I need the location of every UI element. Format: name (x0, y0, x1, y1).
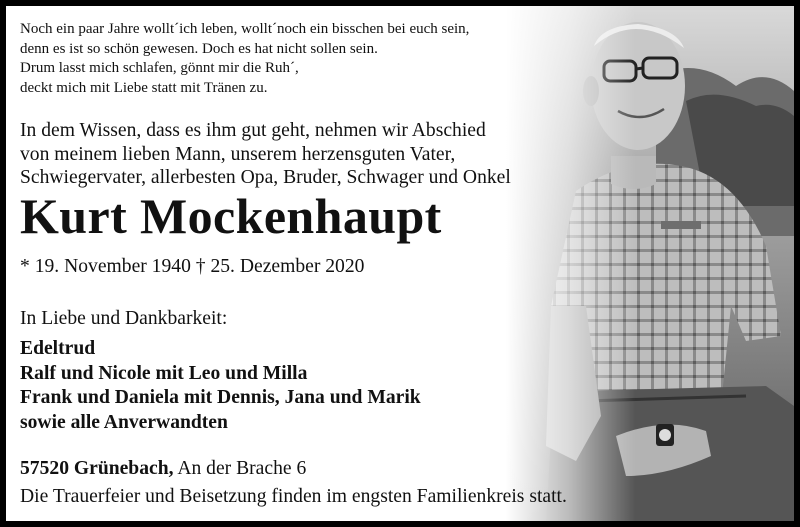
life-dates: * 19. November 1940 † 25. Dezember 2020 (20, 256, 365, 277)
address (20, 458, 306, 480)
intro-line: In dem Wissen, dass es ihm gut geht, nehmen wir Abschied (20, 120, 486, 141)
notice-panel (6, 6, 794, 521)
intro-line: Schwiegervater, allerbesten Opa, Bruder, Schwager und Onkel (20, 167, 511, 188)
family-member: Frank und Daniela mit Dennis, Jana und Marik (20, 387, 421, 408)
family-member: sowie alle Anverwandten (20, 411, 228, 433)
family-member: Ralf und Nicole mit Leo und Milla (20, 362, 308, 384)
address-street: An der Brache 6 (177, 458, 307, 479)
deceased-name: Kurt Mockenhaupt (20, 188, 442, 244)
intro-text (20, 119, 511, 190)
poem-line: Drum lasst mich schlafen, gönnt mir die Ruh´, (20, 60, 299, 76)
intro-line: von meinem lieben Mann, unserem herzensguten Vater, (20, 143, 456, 165)
poem-line: deckt mich mit Liebe statt mit Tränen zu. (20, 79, 268, 96)
family-list (20, 337, 421, 435)
portrait-photo (506, 6, 794, 521)
family-member: Edeltrud (20, 338, 96, 359)
poem (20, 20, 469, 98)
thanks-line: In Liebe und Dankbarkeit: (20, 308, 228, 329)
funeral-note: Die Trauerfeier und Beisetzung finden im engsten Familienkreis statt. (20, 486, 567, 507)
poem-line: denn es ist so schön gewesen. Doch es hat nicht sollen sein. (20, 40, 378, 57)
poem-line: Noch ein paar Jahre wollt´ich leben, wollt´noch ein bisschen bei euch sein, (20, 21, 470, 37)
address-place: 57520 Grünebach, (20, 458, 174, 479)
